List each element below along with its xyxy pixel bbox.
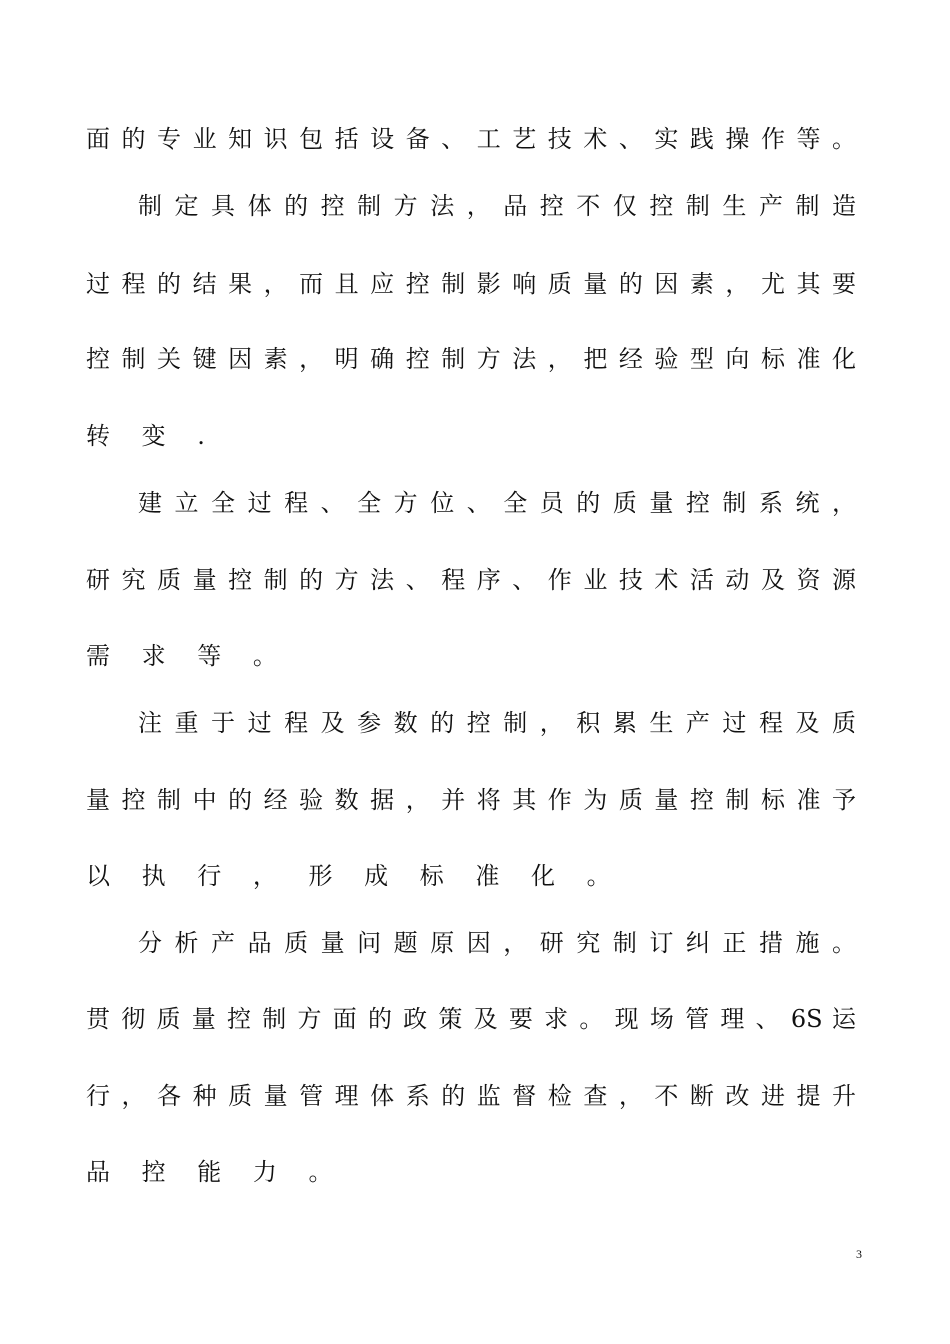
text-line: 过 程 的 结 果 ， 而 且 应 控 制 影 响 质 量 的 因 素 ， 尤 其 要: [86, 270, 856, 298]
text-line: 转 变 .: [86, 422, 217, 450]
paragraph-first-line: 建 立 全 过 程 、 全 方 位 、 全 员 的 质 量 控 制 系 统 ，: [138, 489, 856, 517]
paragraph-first-line: 制 定 具 体 的 控 制 方 法 ， 品 控 不 仅 控 制 生 产 制 造: [138, 192, 856, 220]
text-line: 量 控 制 中 的 经 验 数 据 ， 并 将 其 作 为 质 量 控 制 标 准 予: [86, 786, 856, 814]
text-line: 贯 彻 质 量 控 制 方 面 的 政 策 及 要 求 。 现 场 管 理 、 6S 运: [86, 1005, 856, 1033]
text-line: 面 的 专 业 知 识 包 括 设 备 、 工 艺 技 术 、 实 践 操 作 等 。: [86, 125, 856, 153]
text-line: 品 控 能 力 。: [86, 1158, 345, 1186]
text-line: 以 执 行 ， 形 成 标 准 化 。: [86, 862, 623, 890]
text-line: 控 制 关 键 因 素 ， 明 确 控 制 方 法 ， 把 经 验 型 向 标 准 化: [86, 345, 856, 373]
text-line: 需 求 等 。: [86, 642, 289, 670]
text-line: 研 究 质 量 控 制 的 方 法 、 程 序 、 作 业 技 术 活 动 及 资 源: [86, 566, 856, 594]
paragraph-first-line: 注 重 于 过 程 及 参 数 的 控 制 ， 积 累 生 产 过 程 及 质: [138, 709, 856, 737]
page-number: 3: [856, 1247, 862, 1261]
paragraph-first-line: 分 析 产 品 质 量 问 题 原 因 ， 研 究 制 订 纠 正 措 施 。: [138, 929, 856, 957]
text-line: 行 ， 各 种 质 量 管 理 体 系 的 监 督 检 查 ， 不 断 改 进 提 升: [86, 1082, 856, 1110]
